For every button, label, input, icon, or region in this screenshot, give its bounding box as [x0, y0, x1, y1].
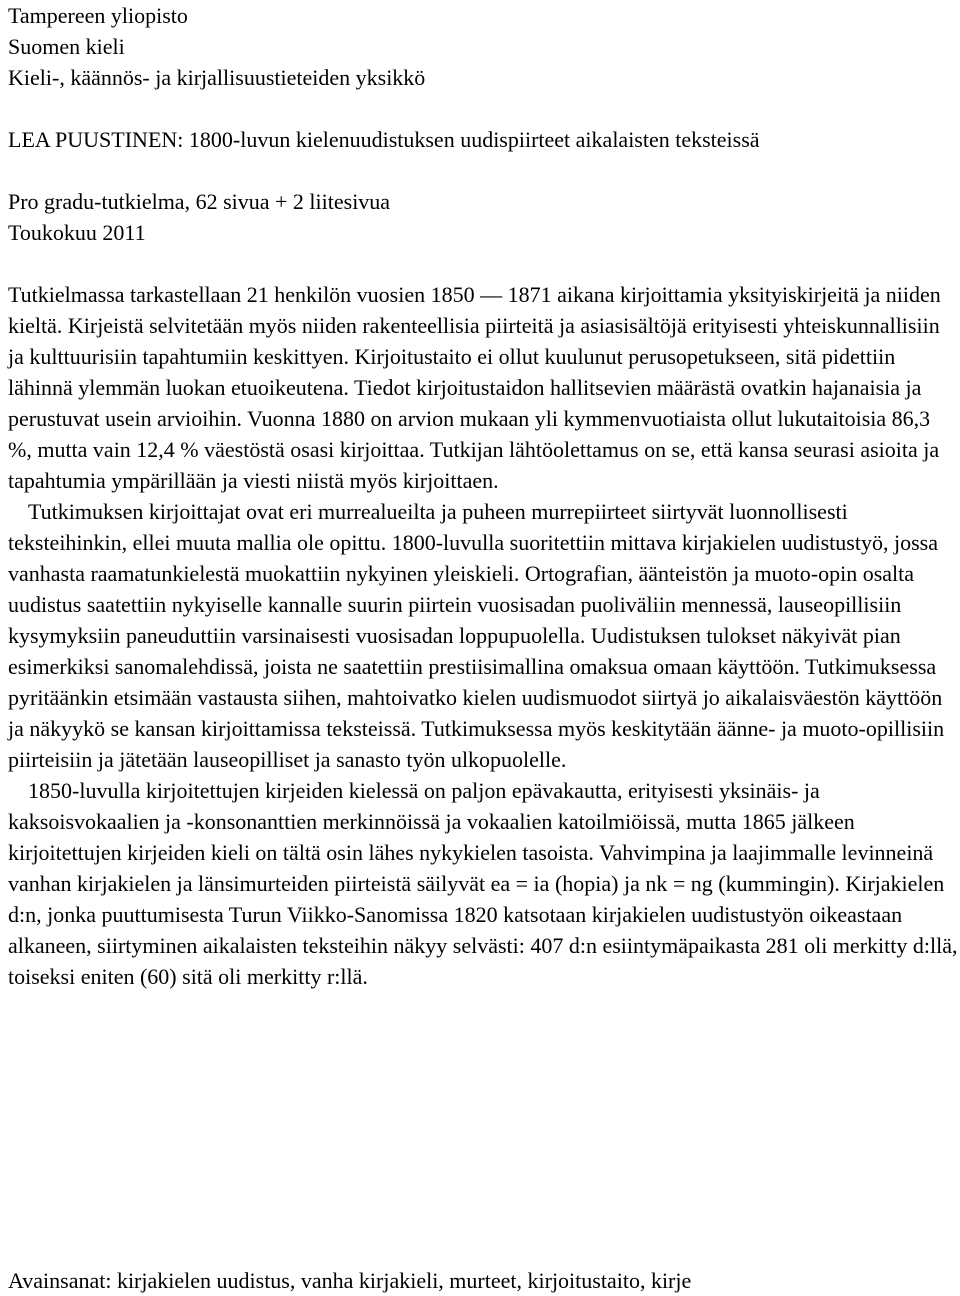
spacer: [8, 155, 958, 186]
abstract-paragraph-1: Tutkielmassa tarkastellaan 21 henkilön vuosien 1850 — 1871 aikana kirjoittamia yksityiskirjeitä ja niiden kieltä. Kirjeistä selvitetään myös niiden rakenteellisia piirteitä ja asiasisältöjä erityisesti yhteiskunnallisiin ja kulttuurisiin tapahtumiin keskittyen. Kirjoitustaito ei ollut kuulunut perusopetukseen, sitä pidettiin lähinnä ylemmän luokan etuoikeutena. Tiedot kirjoitustaidon hallitsevien määrästä ovatkin hajanaisia ja perustuvat usein arvioihin. Vuonna 1880 on arvion mukaan yli kymmenvuotiaista ollut lukutaitoisia 86,3 %, mutta vain 12,4 % väestöstä osasi kirjoittaa. Tutkijan lähtöolettamus on se, että kansa seurasi asioita ja tapahtumia ympärillään ja viesti niistä myös kirjoittaen.: [8, 282, 941, 493]
abstract-paragraph-2: Tutkimuksen kirjoittajat ovat eri murrealueilta ja puheen murrepiirteet siirtyvät luonnollisesti teksteihinkin, ellei muuta mallia ole opittu. 1800-luvulla suoritettiin mittava kirjakielen uudistustyö, jossa vanhasta raamatunkielestä muokattiin nykyinen yleiskieli. Ortografian, äänteistön ja muoto-opin osalta uudistus saatettiin nykyiselle kannalle suurin piirtein vuosisadan puoliväliin mennessä, lauseopillisiin kysymyksiin paneuduttiin varsinaisesti vuosisadan loppupuolella. Uudistuksen tulokset näkyivät pian esimerkiksi sanomalehdissä, joista ne saatettiin prestiisimallina omaksua omaan käyttöön. Tutkimuksessa pyritäänkin etsimään vastausta siihen, mahtoivatko kielen uudismuodot siirtyä jo aikalaisväestön käyttöön ja näkyykö se kansan kirjoittamissa teksteissä. Tutkimuksessa myös keskitytään äänne- ja muoto-opillisiin piirteisiin ja jätetään lauseopilliset ja sanasto työn ulkopuolelle.: [8, 499, 945, 772]
spacer: [8, 248, 958, 279]
document-page: [8, 0, 958, 992]
abstract-paragraph-3: 1850-luvulla kirjoitettujen kirjeiden kielessä on paljon epävakautta, erityisesti yksinäis- ja kaksoisvokaalien ja -konsonanttien merkinnöissä ja vokaalien katoilmiöissä, mutta 1865 jälkeen kirjoitettujen kirjeiden kieli on tältä osin lähes nykykielen tasoista. Vahvimpina ja laajimmalle levinneinä vanhan kirjakielen ja länsimurteiden piirteistä säilyvät ea = ia (hopia) ja nk = ng (kummingin). Kirjakielen d:n, jonka puuttumisesta Turun Viikko-Sanomissa 1820 katsotaan kirjakielen uudistustyön oikeastaan alkaneen, siirtyminen aikalaisten teksteihin näkyy selvästi: 407 d:n esiintymäpaikasta 281 oli merkitty d:llä, toiseksi eniten (60) sitä oli merkitty r:llä.: [8, 778, 958, 989]
subject-name: Suomen kieli: [8, 34, 125, 59]
university-name: Tampereen yliopisto: [8, 3, 188, 28]
unit-name: Kieli-, käännös- ja kirjallisuustieteiden yksikkö: [8, 65, 426, 90]
spacer: [8, 93, 958, 124]
thesis-date: Toukokuu 2011: [8, 220, 146, 245]
abstract: [8, 279, 958, 992]
thesis-title: LEA PUUSTINEN: 1800-luvun kielenuudistuksen uudispiirteet aikalaisten teksteissä: [8, 127, 760, 152]
thesis-type: Pro gradu-tutkielma, 62 sivua + 2 liitesivua: [8, 189, 391, 214]
keywords: Avainsanat: kirjakielen uudistus, vanha kirjakieli, murteet, kirjoitustaito, kirje: [8, 1268, 692, 1293]
